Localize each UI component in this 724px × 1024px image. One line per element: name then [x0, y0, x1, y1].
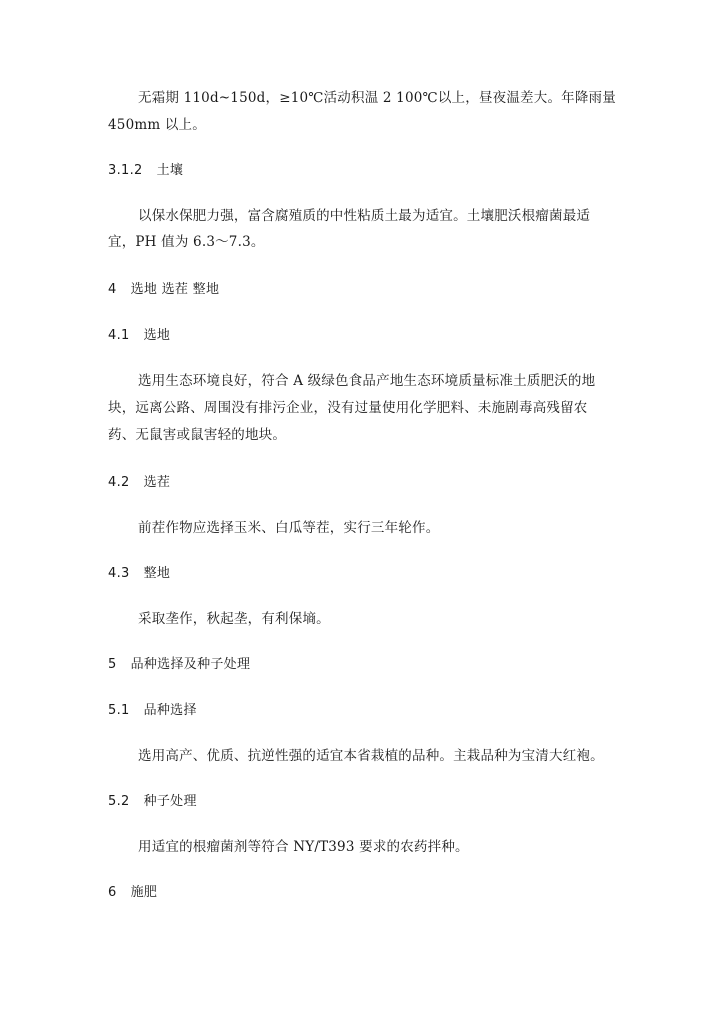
- paragraph-line: 选用高产、优质、抗逆性强的适宜本省栽植的品种。主栽品种为宝清大红袍。: [138, 748, 604, 764]
- section-title: 土壤: [156, 163, 184, 178]
- section-number: 4.3: [108, 566, 130, 581]
- section-title: 品种选择: [143, 703, 197, 718]
- section-title: 选茬: [143, 475, 171, 490]
- paragraph-line: 药、无鼠害或鼠害轻的地块。: [108, 427, 287, 443]
- section-heading-4-2: [108, 475, 170, 491]
- section-heading-5-1: [108, 703, 197, 719]
- paragraph-line: 块，远离公路、周围没有排污企业，没有过量使用化学肥料、未施剧毒高残留农: [108, 400, 588, 416]
- paragraph-line: 采取垄作，秋起垄，有利保墒。: [138, 611, 330, 627]
- section-number: 4.2: [108, 475, 130, 490]
- section-heading-6: [108, 885, 157, 901]
- section-number: 6: [108, 885, 117, 900]
- paragraph-line: 前茬作物应选择玉米、白瓜等茬，实行三年轮作。: [138, 520, 440, 536]
- section-title: 种子处理: [143, 794, 197, 809]
- section-title: 选地: [143, 328, 171, 343]
- section-heading-5: [108, 657, 250, 673]
- section-heading-4-3: [108, 566, 170, 582]
- section-number: 4.1: [108, 328, 130, 343]
- paragraph-line: 用适宜的根瘤菌剂等符合 NY/T393 要求的农药拌种。: [138, 839, 469, 855]
- section-number: 5.1: [108, 703, 130, 718]
- section-heading-4: [108, 282, 219, 298]
- section-number: 5: [108, 657, 117, 672]
- section-heading-3-1-2: [108, 163, 183, 179]
- section-number: 3.1.2: [108, 163, 143, 178]
- section-heading-4-1: [108, 328, 170, 344]
- paragraph-line: 宜，PH 值为 6.3～7.3。: [108, 234, 265, 250]
- paragraph-line: 选用生态环境良好，符合 A 级绿色食品产地生态环境质量标准土质肥沃的地: [138, 373, 596, 389]
- paragraph-line: 无霜期 110d~150d，≥10℃活动积温 2 100℃以上，昼夜温差大。年降雨量: [138, 90, 616, 106]
- section-title: 选地 选茬 整地: [130, 282, 220, 297]
- section-title: 施肥: [130, 885, 158, 900]
- section-heading-5-2: [108, 794, 197, 810]
- section-title: 品种选择及种子处理: [130, 657, 251, 672]
- section-number: 5.2: [108, 794, 130, 809]
- paragraph-line: 以保水保肥力强，富含腐殖质的中性粘质土最为适宜。土壤肥沃根瘤菌最适: [138, 208, 591, 224]
- section-title: 整地: [143, 566, 171, 581]
- section-number: 4: [108, 282, 117, 297]
- paragraph-line: 450mm 以上。: [108, 117, 206, 133]
